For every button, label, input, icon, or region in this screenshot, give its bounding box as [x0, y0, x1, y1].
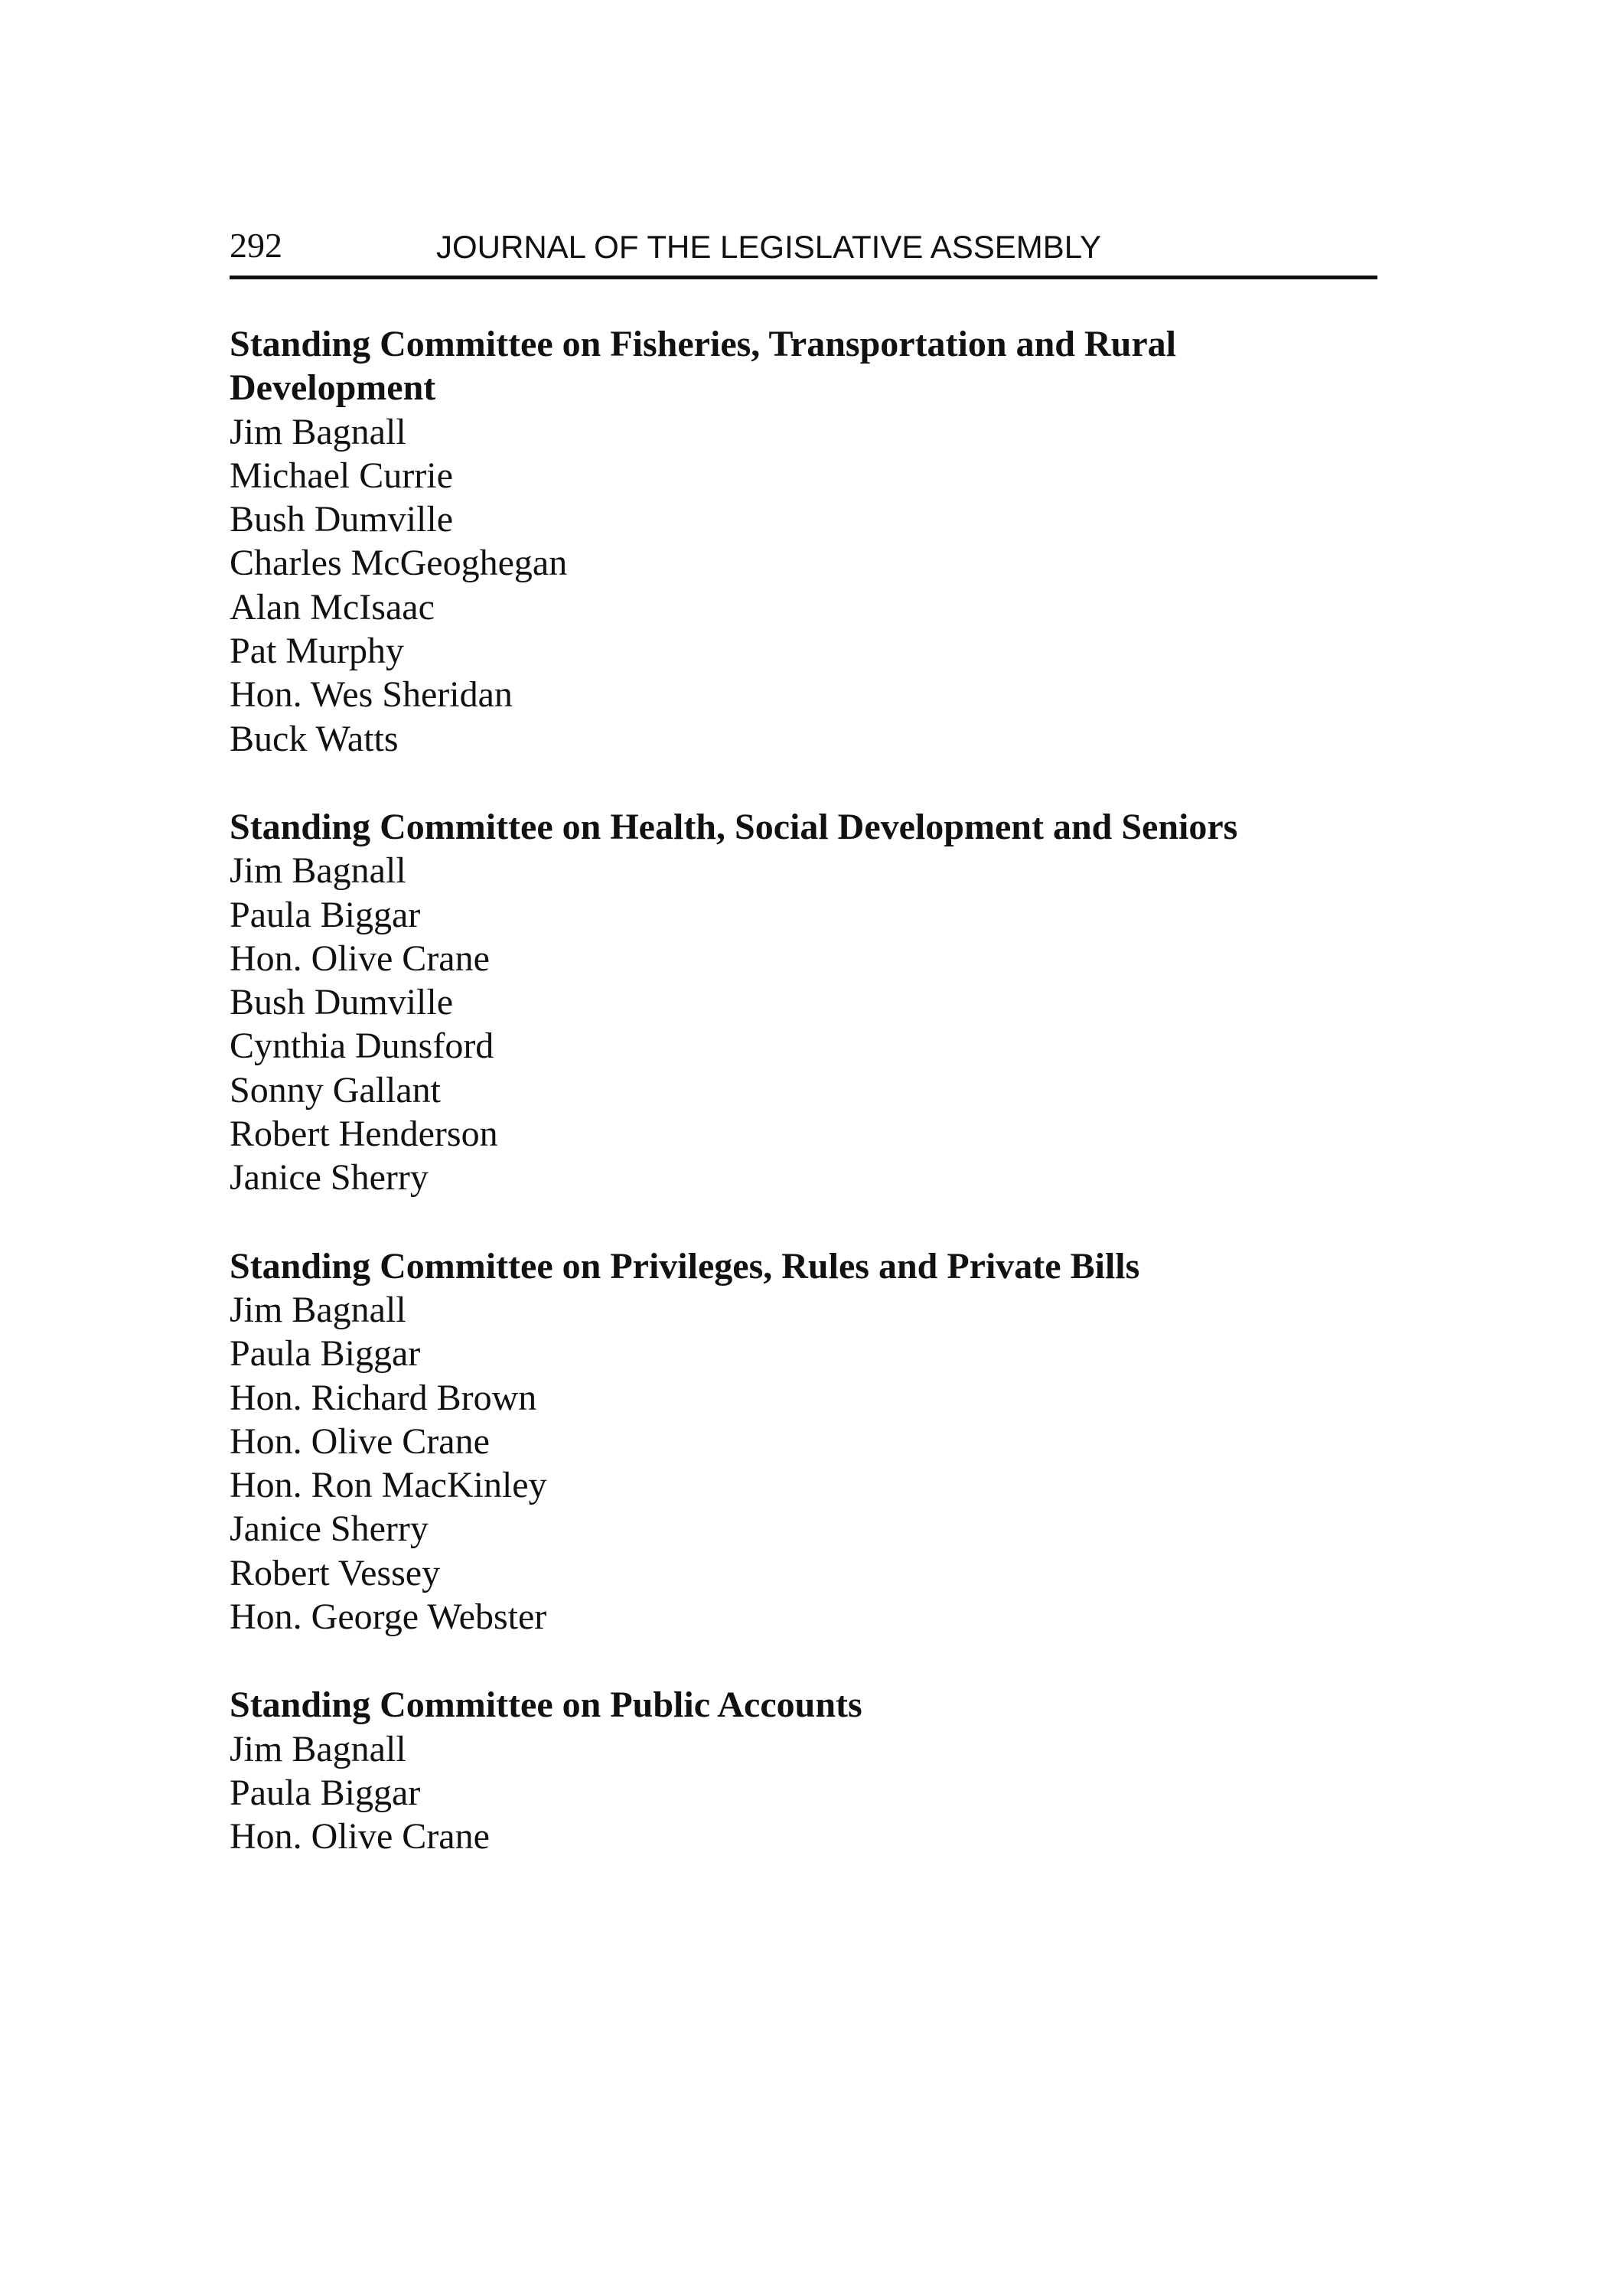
member-name: Jim Bagnall: [230, 411, 406, 452]
committee-fisheries-transportation-rural-development: [230, 322, 1377, 761]
member-list: [230, 849, 1377, 1199]
member-list: [230, 410, 1377, 761]
member-name: Bush Dumville: [230, 982, 454, 1023]
committee-privileges-rules-private-bills: [230, 1244, 1377, 1639]
committee-title: Standing Committee on Privileges, Rules and Private Bills: [230, 1245, 1140, 1287]
member-name: Janice Sherry: [230, 1508, 429, 1550]
member-name: Charles McGeoghegan: [230, 543, 568, 584]
committee-listing: [230, 322, 1377, 1903]
member-name: Robert Henderson: [230, 1114, 498, 1155]
committee-title: Standing Committee on Public Accounts: [230, 1684, 862, 1726]
committee-health-social-development-seniors: [230, 805, 1377, 1200]
member-name: Michael Currie: [230, 455, 453, 496]
member-name: Sonny Gallant: [230, 1069, 441, 1110]
member-name: Jim Bagnall: [230, 1728, 406, 1769]
member-name: Hon. Ron MacKinley: [230, 1465, 547, 1506]
member-name: Paula Biggar: [230, 1772, 421, 1813]
member-name: Paula Biggar: [230, 894, 421, 935]
journal-title: JOURNAL OF THE LEGISLATIVE ASSEMBLY: [436, 229, 1102, 265]
member-name: Hon. Olive Crane: [230, 1420, 490, 1462]
member-name: Cynthia Dunsford: [230, 1026, 494, 1067]
member-name: Hon. Richard Brown: [230, 1377, 537, 1418]
member-name: Pat Murphy: [230, 631, 404, 672]
member-list: [230, 1288, 1377, 1639]
member-name: Hon. George Webster: [230, 1596, 547, 1638]
member-name: Janice Sherry: [230, 1157, 429, 1199]
running-header: [230, 223, 1377, 279]
committee-title: Standing Committee on Fisheries, Transportation and Rural Development: [230, 324, 1176, 409]
member-name: Paula Biggar: [230, 1333, 421, 1375]
member-name: Hon. Olive Crane: [230, 938, 490, 979]
member-name: Jim Bagnall: [230, 1289, 406, 1330]
member-name: Robert Vessey: [230, 1552, 441, 1593]
member-name: Alan McIsaac: [230, 586, 435, 628]
member-name: Bush Dumville: [230, 499, 454, 540]
committee-title: Standing Committee on Health, Social Development and Seniors: [230, 806, 1238, 847]
member-name: Jim Bagnall: [230, 850, 406, 892]
member-name: Buck Watts: [230, 718, 399, 759]
committee-public-accounts: [230, 1683, 1377, 1858]
member-name: Hon. Wes Sheridan: [230, 674, 513, 716]
member-list: [230, 1727, 1377, 1859]
page-number: 292: [230, 226, 282, 265]
member-name: Hon. Olive Crane: [230, 1816, 490, 1857]
